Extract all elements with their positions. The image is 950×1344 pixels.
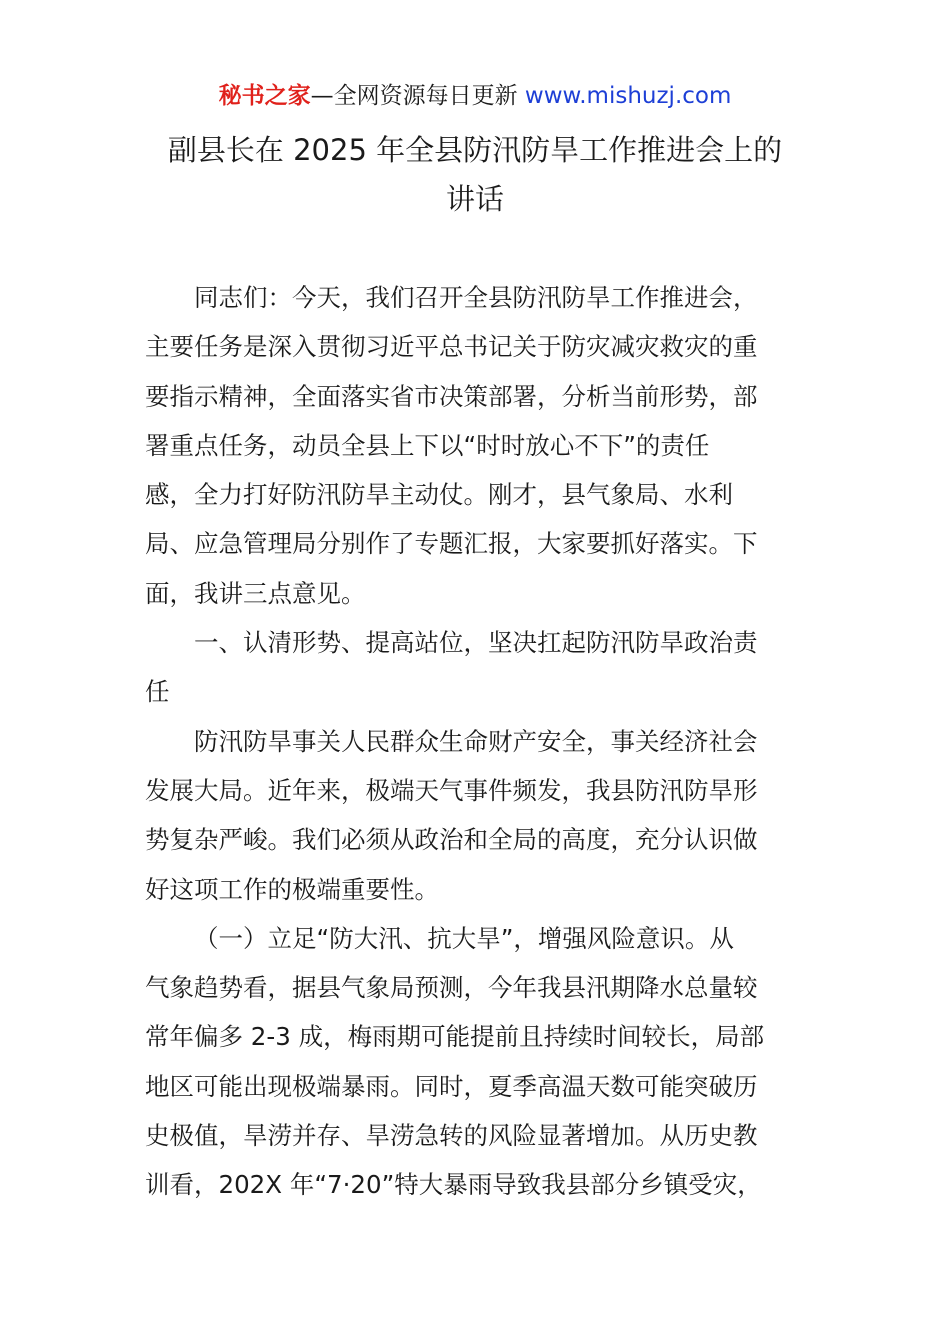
text-line: 主要任务是深入贯彻习近平总书记关于防灾减灾救灾的重 <box>145 332 758 362</box>
text-line: 同志们：今天，我们召开全县防汛防旱工作推进会， <box>194 283 758 312</box>
text-line: 好这项工作的极端重要性。 <box>145 874 439 904</box>
title-line-2: 讲话 <box>445 182 504 216</box>
text-line: 局、应急管理局分别作了专题汇报，大家要抓好落实。下 <box>145 529 758 559</box>
banner-tagline: —全网资源每日更新 <box>310 83 525 109</box>
text-line: 面，我讲三点意见。 <box>145 578 366 608</box>
paragraph-opening <box>145 273 815 618</box>
text-line: 任 <box>145 677 170 707</box>
text-line: 地区可能出现极端暴雨。同时，夏季高温天数可能突破历 <box>145 1071 758 1101</box>
text-line: 发展大局。近年来，极端天气事件频发，我县防汛防旱形 <box>145 775 758 805</box>
text-line: 一、认清形势、提高站位，坚决扛起防汛防旱政治责 <box>194 628 758 658</box>
text-line: 气象趋势看，据县气象局预测，今年我县汛期降水总量较 <box>145 973 758 1003</box>
text-line: 感，全力打好防汛防旱主动仗。刚才，县气象局、水利 <box>145 480 733 510</box>
document-title <box>140 126 810 224</box>
paragraph-subsection-1 <box>145 914 815 1210</box>
text-line: 训看，202X 年“7·20”特大暴雨导致我县部分乡镇受灾， <box>145 1170 762 1200</box>
site-url-link[interactable]: www.mishuzj.com <box>524 83 732 109</box>
text-line: 防汛防旱事关人民群众生命财产安全，事关经济社会 <box>194 726 758 756</box>
title-line-1: 副县长在 2025 年全县防汛防旱工作推进会上的 <box>167 133 783 167</box>
section-heading-1 <box>145 618 815 717</box>
text-line: 署重点任务，动员全县上下以“时时放心不下”的责任 <box>145 430 710 460</box>
text-line: 常年偏多 2-3 成，梅雨期可能提前且持续时间较长，局部 <box>145 1022 765 1052</box>
paragraph-section-1-intro <box>145 717 815 914</box>
text-line: 要指示精神，全面落实省市决策部署，分析当前形势，部 <box>145 381 758 411</box>
text-line: （一）立足“防大汛、抗大旱”，增强风险意识。从 <box>194 923 734 953</box>
text-line: 史极值，旱涝并存、旱涝急转的风险显著增加。从历史教 <box>145 1121 758 1151</box>
site-banner <box>0 80 950 112</box>
document-body <box>145 273 815 1210</box>
brand-name: 秘书之家 <box>218 83 311 109</box>
text-line: 势复杂严峻。我们必须从政治和全局的高度，充分认识做 <box>145 825 758 855</box>
